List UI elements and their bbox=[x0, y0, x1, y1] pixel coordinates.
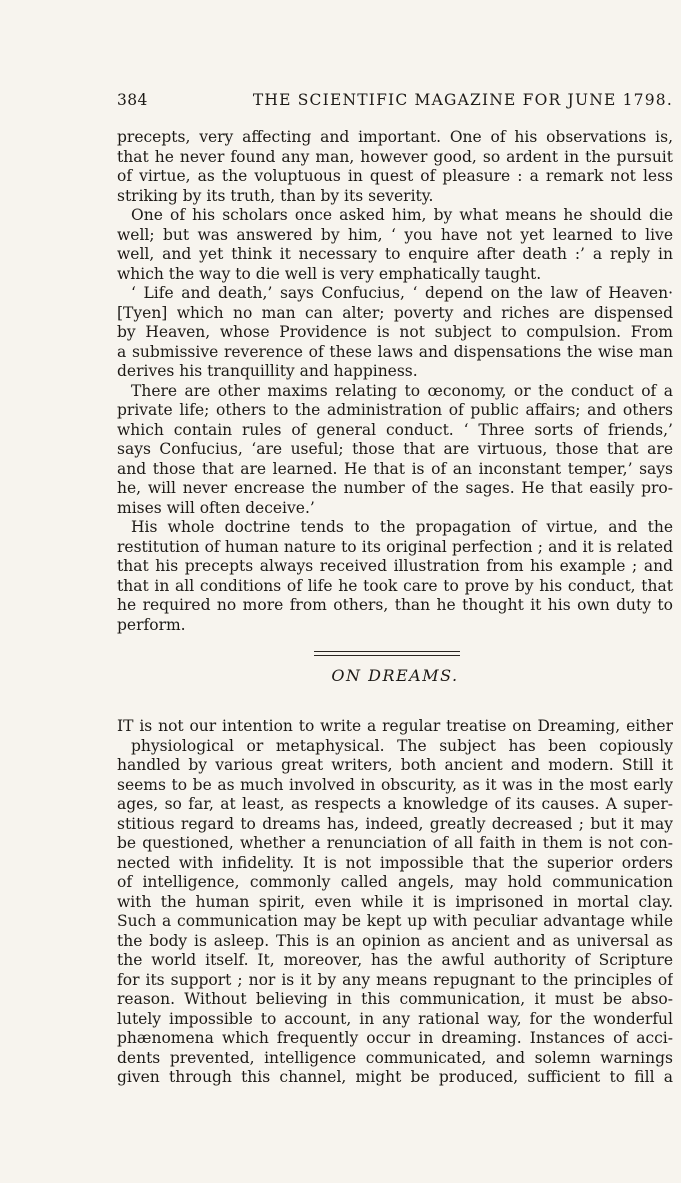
text-line: and those that are learned. He that is of an inconstant temper,’ says bbox=[117, 459, 673, 478]
text-line: that he never found any man, however good, so ardent in the pursuit bbox=[117, 147, 673, 166]
text-line: restitution of human nature to its original perfection ; and it is related bbox=[117, 537, 673, 556]
text-line: [Tyen] which no man can alter; poverty and riches are dispensed bbox=[117, 303, 673, 322]
text-line: derives his tranquillity and happiness. bbox=[117, 362, 418, 380]
text-line: nected with infidelity. It is not impossible that the superior orders bbox=[117, 853, 673, 872]
text-line: well, and yet think it necessary to enquire after death :’ a reply in bbox=[117, 245, 673, 263]
text-line: that his precepts always received illustration from his example ; and bbox=[117, 557, 673, 575]
text-line: physiological or metaphysical. The subject has been copiously bbox=[131, 736, 673, 755]
text-line: he required no more from others, than he thought it his own duty to bbox=[117, 596, 673, 614]
text-line: There are other maxims relating to œconomy, or the conduct of a bbox=[131, 381, 673, 400]
text-line: handled by various great writers, both ancient and modern. Still it bbox=[117, 756, 673, 774]
text-line: dents prevented, intelligence communicated, and solemn warnings bbox=[117, 1048, 673, 1067]
confucius-article-text bbox=[117, 128, 673, 635]
text-line: with the human spirit, even while it is imprisoned in mortal clay. bbox=[117, 892, 673, 911]
text-line: mises will often deceive.’ bbox=[117, 498, 315, 517]
text-line: he, will never encrease the number of the sages. He that easily pro- bbox=[117, 479, 673, 497]
text-line: of intelligence, commonly called angels, may hold communication bbox=[117, 873, 673, 891]
text-line: be questioned, whether a renunciation of all faith in them is not con- bbox=[117, 834, 673, 852]
text-line: phænomena which frequently occur in dreaming. Instances of acci- bbox=[117, 1029, 673, 1047]
text-line: stitious regard to dreams has, indeed, greatly decreased ; but it may bbox=[117, 814, 673, 833]
text-line: reason. Without believing in this communication, it must be abso- bbox=[117, 990, 673, 1008]
running-title: THE SCIENTIFIC MAGAZINE FOR JUNE 1798. bbox=[252, 91, 673, 109]
text-line: private life; others to the administration of public affairs; and others bbox=[117, 401, 673, 419]
text-line: says Confucius, ‘are useful; those that are virtuous, those that are bbox=[117, 440, 673, 458]
text-line: ‘ Life and death,’ says Confucius, ‘ depend on the law of Heaven· bbox=[131, 284, 673, 302]
text-line: by Heaven, whose Providence is not subject to compulsion. From bbox=[117, 323, 673, 341]
text-line: which the way to die well is very emphatically taught. bbox=[117, 264, 542, 283]
text-line: perform. bbox=[117, 615, 186, 634]
text-line: which contain rules of general conduct. ‘ Three sorts of friends,’ bbox=[117, 420, 673, 439]
section-title: ON DREAMS. bbox=[331, 666, 459, 685]
section-divider-lower bbox=[314, 655, 460, 656]
text-line: for its support ; nor is it by any means repugnant to the principles of bbox=[117, 970, 673, 989]
page-number: 384 bbox=[117, 91, 148, 109]
text-line: ages, so far, at least, as respects a knowledge of its causes. A super- bbox=[117, 795, 673, 813]
running-header bbox=[117, 91, 673, 109]
section-divider-upper bbox=[314, 651, 460, 652]
text-line: well; but was answered by him, ‘ you have not yet learned to live bbox=[117, 225, 673, 244]
text-line: seems to be as much involved in obscurity, as it was in the most early bbox=[117, 775, 673, 794]
text-line: Such a communication may be kept up with peculiar advantage while bbox=[117, 912, 673, 930]
text-line: the world itself. It, moreover, has the awful authority of Scripture bbox=[117, 951, 673, 969]
text-line: lutely impossible to account, in any rational way, for the wonderful bbox=[117, 1009, 673, 1028]
text-line: One of his scholars once asked him, by what means he should die bbox=[131, 206, 673, 224]
text-line: striking by its truth, than by its severity. bbox=[117, 186, 434, 205]
text-line: given through this channel, might be produced, sufficient to fill a bbox=[117, 1068, 673, 1086]
dreams-article-text bbox=[117, 717, 673, 1088]
text-line: precepts, very affecting and important. One of his observations is, bbox=[117, 128, 673, 146]
text-line: His whole doctrine tends to the propagation of virtue, and the bbox=[131, 518, 673, 536]
text-line: that in all conditions of life he took care to prove by his conduct, that bbox=[117, 576, 673, 595]
text-line: the body is asleep. This is an opinion as ancient and as universal as bbox=[117, 931, 673, 950]
text-line: IT is not our intention to write a regular treatise on Dreaming, either bbox=[117, 717, 673, 735]
text-line: of virtue, as the voluptuous in quest of pleasure : a remark not less bbox=[117, 167, 673, 185]
text-line: a submissive reverence of these laws and dispensations the wise man bbox=[117, 342, 673, 361]
